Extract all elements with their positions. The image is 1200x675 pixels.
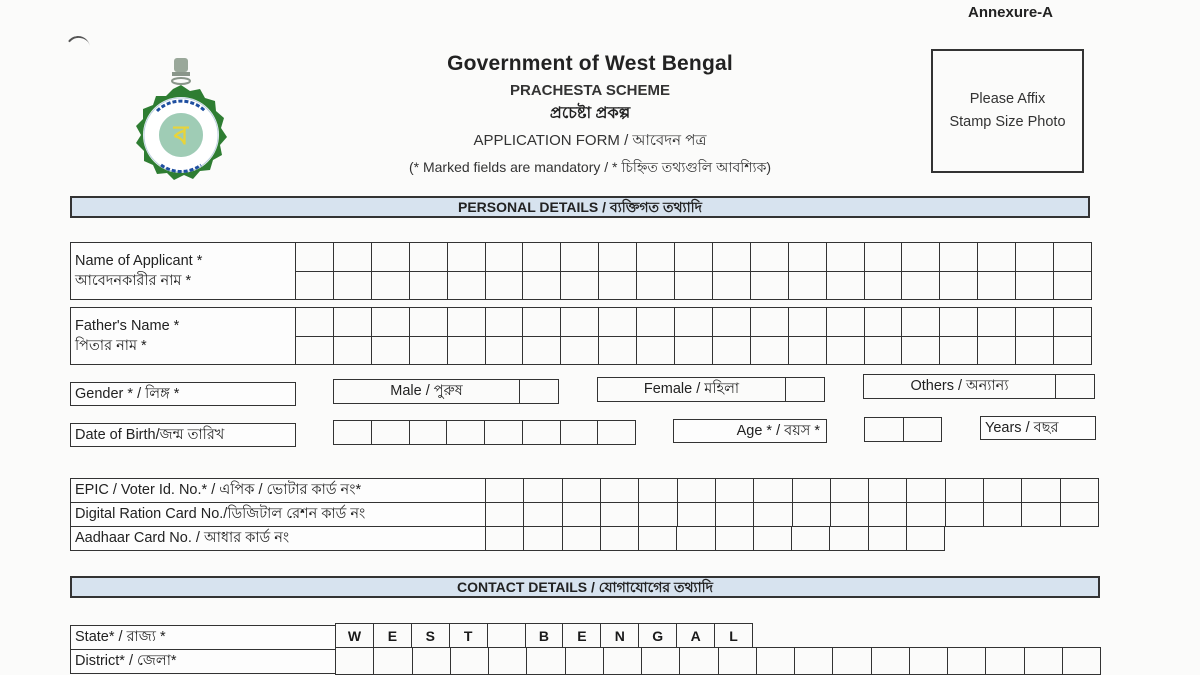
dob-label: Date of Birth/জন্ম তারিখ (70, 423, 296, 447)
dob-digit-box[interactable] (410, 421, 448, 445)
state-label: State* / রাজ্য * (70, 625, 336, 650)
gender-female-label: Female / মহিলা (643, 381, 740, 397)
father-name-char-box[interactable] (372, 308, 410, 337)
epic-char-box[interactable] (601, 479, 639, 503)
district-char-box[interactable] (986, 648, 1024, 675)
applicant-name-char-box[interactable] (486, 243, 524, 272)
epic-char-box[interactable] (1061, 479, 1099, 503)
ration-card-char-box[interactable] (946, 502, 984, 527)
epic-char-box[interactable] (1022, 479, 1060, 503)
applicant-name-char-box[interactable] (334, 272, 372, 301)
dob-digit-box[interactable] (485, 421, 523, 445)
father-name-label-en: Father's Name * (75, 318, 180, 334)
father-name-char-box[interactable] (637, 308, 675, 337)
district-char-box[interactable] (489, 648, 527, 675)
father-name-char-box[interactable] (751, 308, 789, 337)
dob-digit-box[interactable] (598, 421, 636, 445)
father-name-char-box[interactable] (296, 337, 334, 366)
district-char-box[interactable] (413, 648, 451, 675)
staple-mark (64, 34, 92, 62)
state-char-box[interactable]: W (336, 624, 374, 648)
ration-card-char-box[interactable] (831, 502, 869, 527)
father-name-char-box[interactable] (1054, 308, 1092, 337)
dob-input-grid[interactable] (333, 420, 636, 445)
aadhaar-digit-box[interactable] (677, 526, 715, 551)
epic-char-box[interactable] (486, 479, 524, 503)
applicant-name-char-box[interactable] (827, 243, 865, 272)
applicant-name-char-box[interactable] (599, 272, 637, 301)
father-name-char-box[interactable] (713, 308, 751, 337)
father-name-char-box[interactable] (561, 308, 599, 337)
gender-female-checkbox[interactable] (785, 378, 824, 401)
age-label: Age * / বয়স * (673, 419, 827, 443)
district-char-box[interactable] (757, 648, 795, 675)
applicant-name-char-box[interactable] (486, 272, 524, 301)
dob-digit-box[interactable] (561, 421, 599, 445)
district-label: District* / জেলা* (70, 649, 336, 674)
ration-card-label: Digital Ration Card No./ডিজিটাল রেশন কার্ড নং (70, 502, 486, 527)
ration-card-input-grid[interactable] (485, 502, 1099, 527)
father-name-char-box[interactable] (675, 337, 713, 366)
district-char-box[interactable] (374, 648, 412, 675)
father-name-char-box[interactable] (561, 337, 599, 366)
ration-card-char-box[interactable] (793, 502, 831, 527)
epic-char-box[interactable] (678, 479, 716, 503)
epic-char-box[interactable] (793, 479, 831, 503)
epic-char-box[interactable] (639, 479, 677, 503)
father-name-char-box[interactable] (865, 308, 903, 337)
aadhaar-label: Aadhaar Card No. / আধার কার্ড নং (70, 526, 486, 551)
father-name-char-box[interactable] (865, 337, 903, 366)
applicant-name-char-box[interactable] (1016, 272, 1054, 301)
applicant-name-label-en: Name of Applicant * (75, 253, 203, 269)
state-char-box[interactable]: A (677, 624, 715, 648)
svg-text:ব: ব (173, 121, 189, 151)
ration-card-char-box[interactable] (869, 502, 907, 527)
applicant-name-char-box[interactable] (902, 272, 940, 301)
applicant-name-char-box[interactable] (1054, 243, 1092, 272)
gender-label: Gender * / লিঙ্গ * (70, 382, 296, 406)
age-input-grid[interactable] (864, 417, 942, 442)
form-header (300, 52, 880, 180)
epic-input-grid[interactable] (485, 478, 1099, 503)
epic-char-box[interactable] (869, 479, 907, 503)
district-char-box[interactable] (566, 648, 604, 675)
dob-digit-box[interactable] (447, 421, 485, 445)
gender-others-checkbox[interactable] (1055, 375, 1094, 398)
section-contact-details: CONTACT DETAILS / যোগাযোগের তথ্যাদি (70, 576, 1100, 598)
epic-char-box[interactable] (831, 479, 869, 503)
ration-card-char-box[interactable] (907, 502, 945, 527)
epic-char-box[interactable] (716, 479, 754, 503)
father-name-char-box[interactable] (410, 308, 448, 337)
applicant-name-char-box[interactable] (523, 272, 561, 301)
aadhaar-digit-box[interactable] (907, 526, 945, 551)
dob-digit-box[interactable] (523, 421, 561, 445)
applicant-name-char-box[interactable] (940, 243, 978, 272)
ration-card-char-box[interactable] (1061, 502, 1099, 527)
father-name-char-box[interactable] (902, 337, 940, 366)
district-char-box[interactable] (451, 648, 489, 675)
district-char-box[interactable] (680, 648, 718, 675)
father-name-char-box[interactable] (523, 337, 561, 366)
father-name-char-box[interactable] (372, 337, 410, 366)
aadhaar-digit-box[interactable] (792, 526, 830, 551)
gender-option-others[interactable] (863, 374, 1095, 399)
applicant-name-grid[interactable] (295, 242, 1092, 300)
father-name-char-box[interactable] (978, 308, 1016, 337)
age-unit-label: Years / বছর (980, 416, 1096, 440)
state-char-box[interactable]: N (601, 624, 639, 648)
ration-card-char-box[interactable] (563, 502, 601, 527)
applicant-name-char-box[interactable] (713, 272, 751, 301)
mandatory-note: (* Marked fields are mandatory / * চিহ্নিত তথ্যগুলি আবশ্যিক) (408, 159, 772, 175)
applicant-name-char-box[interactable] (296, 272, 334, 301)
district-char-box[interactable] (336, 648, 374, 675)
aadhaar-digit-box[interactable] (869, 526, 907, 551)
dob-digit-box[interactable] (372, 421, 410, 445)
gender-option-male[interactable] (333, 379, 559, 404)
state-char-box[interactable]: T (450, 624, 488, 648)
ration-card-char-box[interactable] (486, 502, 524, 527)
aadhaar-digit-box[interactable] (716, 526, 754, 551)
district-char-box[interactable] (604, 648, 642, 675)
epic-char-box[interactable] (754, 479, 792, 503)
district-char-box[interactable] (948, 648, 986, 675)
ration-card-char-box[interactable] (716, 502, 754, 527)
father-name-char-box[interactable] (410, 337, 448, 366)
district-char-box[interactable] (642, 648, 680, 675)
photo-box-line2: Stamp Size Photo (949, 114, 1066, 130)
state-input-grid[interactable] (335, 623, 753, 648)
applicant-name-char-box[interactable] (637, 272, 675, 301)
father-name-char-box[interactable] (486, 337, 524, 366)
west-bengal-emblem-logo (126, 55, 236, 183)
ashoka-lion-icon (172, 58, 190, 84)
district-char-box[interactable] (833, 648, 871, 675)
aadhaar-digit-box[interactable] (754, 526, 792, 551)
father-name-char-box[interactable] (448, 337, 486, 366)
father-name-char-box[interactable] (599, 308, 637, 337)
applicant-name-char-box[interactable] (675, 272, 713, 301)
applicant-name-char-box[interactable] (865, 272, 903, 301)
applicant-name-char-box[interactable] (448, 272, 486, 301)
aadhaar-digit-box[interactable] (524, 526, 562, 551)
district-char-box[interactable] (910, 648, 948, 675)
state-char-box[interactable]: G (639, 624, 677, 648)
scheme-title-en: PRACHESTA SCHEME (509, 82, 670, 99)
district-input-grid[interactable] (335, 647, 1101, 675)
gender-others-label: Others / অন্যান্য (910, 378, 1009, 394)
father-name-char-box[interactable] (1054, 337, 1092, 366)
applicant-name-label-bn: আবেদনকারীর নাম * (75, 273, 192, 289)
epic-char-box[interactable] (563, 479, 601, 503)
epic-char-box[interactable] (984, 479, 1022, 503)
father-name-char-box[interactable] (486, 308, 524, 337)
state-char-box[interactable]: S (412, 624, 450, 648)
id-numbers-block (70, 478, 1100, 552)
photo-box[interactable] (931, 49, 1084, 173)
applicant-name-char-box[interactable] (523, 243, 561, 272)
applicant-name-char-box[interactable] (940, 272, 978, 301)
gender-male-label: Male / পুরুষ (390, 383, 463, 399)
applicant-name-char-box[interactable] (410, 243, 448, 272)
father-name-char-box[interactable] (902, 308, 940, 337)
applicant-name-char-box[interactable] (372, 272, 410, 301)
applicant-name-char-box[interactable] (637, 243, 675, 272)
district-char-box[interactable] (719, 648, 757, 675)
state-char-box[interactable]: L (715, 624, 753, 648)
scheme-title-bn: প্রচেষ্টা প্রকল্প (549, 105, 631, 122)
epic-char-box[interactable] (907, 479, 945, 503)
aadhaar-digit-box[interactable] (830, 526, 868, 551)
father-name-char-box[interactable] (675, 308, 713, 337)
state-char-box[interactable]: E (563, 624, 601, 648)
gender-option-female[interactable] (597, 377, 825, 402)
father-name-label-bn: পিতার নাম * (75, 338, 147, 354)
applicant-name-char-box[interactable] (410, 272, 448, 301)
form-title: APPLICATION FORM / আবেদন পত্র (473, 132, 707, 149)
epic-char-box[interactable] (524, 479, 562, 503)
district-char-box[interactable] (795, 648, 833, 675)
ration-card-char-box[interactable] (984, 502, 1022, 527)
father-name-char-box[interactable] (1016, 308, 1054, 337)
father-name-grid[interactable] (295, 307, 1092, 365)
father-name-char-box[interactable] (448, 308, 486, 337)
epic-label: EPIC / Voter Id. No.* / এপিক / ভোটার কার্ড নং* (70, 478, 486, 503)
applicant-name-char-box[interactable] (561, 243, 599, 272)
father-name-char-box[interactable] (827, 337, 865, 366)
applicant-name-char-box[interactable] (978, 272, 1016, 301)
father-name-char-box[interactable] (978, 337, 1016, 366)
applicant-name-char-box[interactable] (296, 243, 334, 272)
gender-male-checkbox[interactable] (519, 380, 558, 403)
applicant-name-char-box[interactable] (751, 243, 789, 272)
ration-card-char-box[interactable] (639, 502, 677, 527)
father-name-char-box[interactable] (713, 337, 751, 366)
father-name-char-box[interactable] (789, 308, 827, 337)
government-title: Government of West Bengal (447, 52, 733, 75)
applicant-name-char-box[interactable] (1054, 272, 1092, 301)
aadhaar-digit-box[interactable] (563, 526, 601, 551)
applicant-name-label (70, 242, 296, 300)
ration-card-char-box[interactable] (524, 502, 562, 527)
district-char-box[interactable] (1063, 648, 1101, 675)
ration-card-char-box[interactable] (754, 502, 792, 527)
applicant-name-char-box[interactable] (372, 243, 410, 272)
applicant-name-char-box[interactable] (713, 243, 751, 272)
applicant-name-char-box[interactable] (789, 272, 827, 301)
applicant-name-char-box[interactable] (599, 243, 637, 272)
aadhaar-input-grid[interactable] (485, 526, 945, 551)
applicant-name-char-box[interactable] (1016, 243, 1054, 272)
ration-card-char-box[interactable] (678, 502, 716, 527)
district-char-box[interactable] (872, 648, 910, 675)
ration-card-char-box[interactable] (601, 502, 639, 527)
section-personal-details: PERSONAL DETAILS / ব্যক্তিগত তথ্যাদি (70, 196, 1090, 218)
photo-box-line1: Please Affix (969, 91, 1046, 107)
father-name-char-box[interactable] (789, 337, 827, 366)
father-name-char-box[interactable] (751, 337, 789, 366)
applicant-name-char-box[interactable] (561, 272, 599, 301)
state-char-box[interactable] (488, 624, 526, 648)
father-name-char-box[interactable] (296, 308, 334, 337)
age-digit-box[interactable] (865, 418, 904, 442)
annexure-label: Annexure-A (968, 4, 1054, 21)
father-name-char-box[interactable] (940, 308, 978, 337)
ration-card-char-box[interactable] (1022, 502, 1060, 527)
district-char-box[interactable] (527, 648, 565, 675)
applicant-name-char-box[interactable] (902, 243, 940, 272)
applicant-name-char-box[interactable] (827, 272, 865, 301)
dob-digit-box[interactable] (334, 421, 372, 445)
applicant-name-char-box[interactable] (751, 272, 789, 301)
father-name-char-box[interactable] (940, 337, 978, 366)
state-char-box[interactable]: B (526, 624, 564, 648)
father-name-char-box[interactable] (1016, 337, 1054, 366)
district-char-box[interactable] (1025, 648, 1063, 675)
aadhaar-digit-box[interactable] (486, 526, 524, 551)
applicant-name-char-box[interactable] (865, 243, 903, 272)
epic-char-box[interactable] (946, 479, 984, 503)
father-name-char-box[interactable] (827, 308, 865, 337)
applicant-name-char-box[interactable] (789, 243, 827, 272)
aadhaar-digit-box[interactable] (639, 526, 677, 551)
father-name-char-box[interactable] (637, 337, 675, 366)
aadhaar-digit-box[interactable] (601, 526, 639, 551)
father-name-char-box[interactable] (523, 308, 561, 337)
father-name-char-box[interactable] (334, 308, 372, 337)
age-digit-box[interactable] (904, 418, 943, 442)
state-char-box[interactable]: E (374, 624, 412, 648)
applicant-name-char-box[interactable] (334, 243, 372, 272)
father-name-char-box[interactable] (599, 337, 637, 366)
father-name-label (70, 307, 296, 365)
applicant-name-char-box[interactable] (978, 243, 1016, 272)
applicant-name-char-box[interactable] (448, 243, 486, 272)
father-name-char-box[interactable] (334, 337, 372, 366)
applicant-name-char-box[interactable] (675, 243, 713, 272)
